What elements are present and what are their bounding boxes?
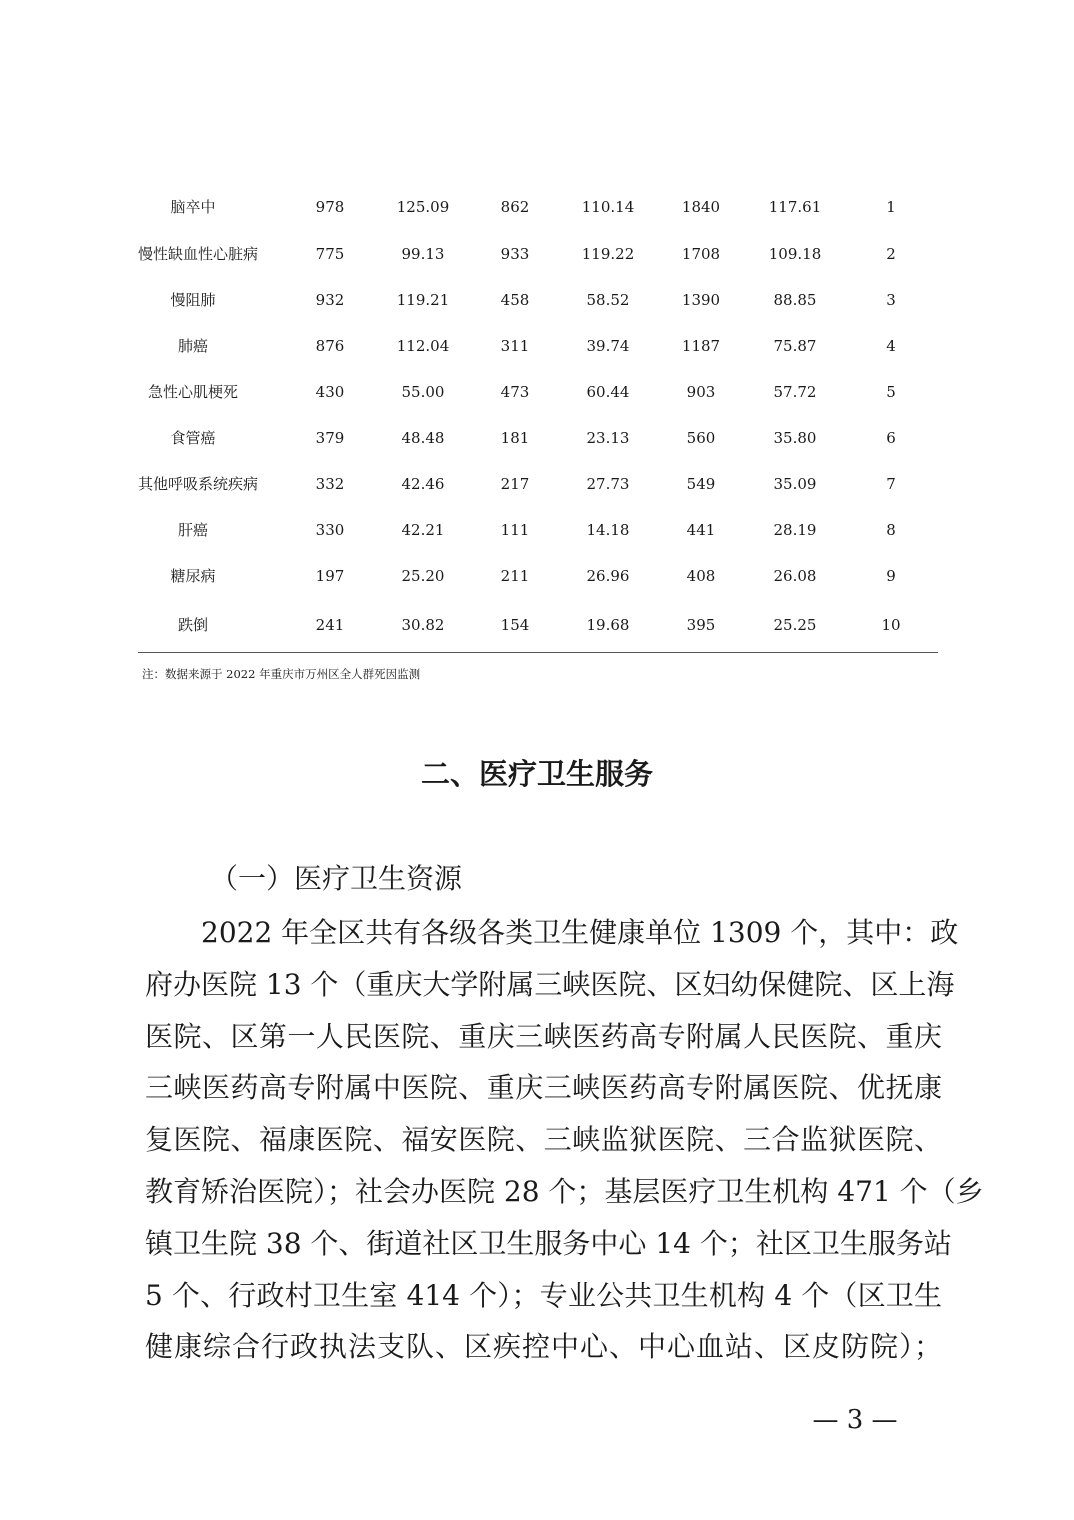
value-cell: 119.21 bbox=[396, 291, 450, 309]
rank-cell: 9 bbox=[886, 567, 896, 585]
value-cell: 1840 bbox=[681, 198, 721, 216]
value-cell: 23.13 bbox=[586, 429, 630, 447]
value-cell: 26.08 bbox=[773, 567, 817, 585]
value-cell: 211 bbox=[500, 567, 530, 585]
value-cell: 119.22 bbox=[581, 245, 635, 263]
value-cell: 775 bbox=[315, 245, 345, 263]
value-cell: 978 bbox=[315, 198, 345, 216]
value-cell: 27.73 bbox=[586, 475, 630, 493]
value-cell: 933 bbox=[500, 245, 530, 263]
value-cell: 549 bbox=[686, 475, 716, 493]
paragraph-line: 2022 年全区共有各级各类卫生健康单位 1309 个，其中：政 bbox=[201, 916, 959, 949]
value-cell: 14.18 bbox=[586, 521, 630, 539]
cause-cell: 肺癌 bbox=[177, 337, 208, 355]
rank-cell: 2 bbox=[886, 245, 896, 263]
value-cell: 903 bbox=[686, 383, 716, 401]
value-cell: 110.14 bbox=[581, 198, 635, 216]
value-cell: 430 bbox=[315, 383, 345, 401]
value-cell: 330 bbox=[315, 521, 345, 539]
value-cell: 932 bbox=[315, 291, 345, 309]
cause-cell: 脑卒中 bbox=[170, 198, 216, 216]
paragraph-line: 5 个、行政村卫生室 414 个）；专业公共卫生机构 4 个（区卫生 bbox=[145, 1278, 942, 1312]
value-cell: 311 bbox=[500, 337, 530, 355]
rank-cell: 3 bbox=[886, 291, 896, 309]
value-cell: 181 bbox=[500, 429, 530, 447]
cause-cell: 糖尿病 bbox=[170, 567, 216, 585]
value-cell: 395 bbox=[686, 616, 716, 634]
paragraph-line: 教育矫治医院）；社会办医院 28 个；基层医疗卫生机构 471 个（乡 bbox=[145, 1174, 984, 1208]
value-cell: 111 bbox=[500, 521, 530, 539]
paragraph-line: 三峡医药高专附属中医院、重庆三峡医药高专附属医院、优抚康 bbox=[145, 1071, 942, 1105]
value-cell: 35.80 bbox=[773, 429, 817, 447]
value-cell: 560 bbox=[686, 429, 716, 447]
rank-cell: 8 bbox=[886, 521, 896, 539]
value-cell: 332 bbox=[315, 475, 345, 493]
value-cell: 58.52 bbox=[586, 291, 630, 309]
value-cell: 88.85 bbox=[773, 291, 817, 309]
rank-cell: 10 bbox=[881, 616, 901, 634]
value-cell: 241 bbox=[315, 616, 345, 634]
rank-cell: 1 bbox=[886, 198, 896, 216]
value-cell: 19.68 bbox=[586, 616, 630, 634]
value-cell: 109.18 bbox=[768, 245, 822, 263]
value-cell: 112.04 bbox=[396, 337, 450, 355]
value-cell: 42.46 bbox=[401, 475, 445, 493]
value-cell: 25.20 bbox=[401, 567, 445, 585]
cause-cell: 食管癌 bbox=[170, 429, 216, 447]
table-row bbox=[138, 561, 938, 591]
paragraph-line: 健康综合行政执法支队、区疾控中心、中心血站、区皮防院）； bbox=[145, 1330, 942, 1364]
value-cell: 39.74 bbox=[586, 337, 630, 355]
table-row bbox=[138, 515, 938, 545]
value-cell: 876 bbox=[315, 337, 345, 355]
page-number: — 3 — bbox=[812, 1405, 898, 1435]
table-row bbox=[138, 285, 938, 315]
value-cell: 60.44 bbox=[586, 383, 630, 401]
value-cell: 473 bbox=[500, 383, 530, 401]
value-cell: 1187 bbox=[681, 337, 721, 355]
value-cell: 154 bbox=[500, 616, 530, 634]
value-cell: 441 bbox=[686, 521, 716, 539]
value-cell: 30.82 bbox=[401, 616, 445, 634]
cause-cell: 跌倒 bbox=[177, 616, 208, 634]
cause-cell: 慢阻肺 bbox=[170, 291, 216, 309]
table-row bbox=[138, 239, 938, 269]
cause-cell: 慢性缺血性心脏病 bbox=[138, 245, 259, 263]
value-cell: 1390 bbox=[681, 291, 721, 309]
rank-cell: 5 bbox=[886, 383, 896, 401]
table-row bbox=[138, 423, 938, 453]
value-cell: 55.00 bbox=[401, 383, 445, 401]
paragraph-line: 复医院、福康医院、福安医院、三峡监狱医院、三合监狱医院、 bbox=[145, 1123, 942, 1157]
section-title: 二、医疗卫生服务 bbox=[420, 757, 653, 791]
table-row bbox=[138, 192, 938, 222]
value-cell: 379 bbox=[315, 429, 345, 447]
value-cell: 26.96 bbox=[586, 567, 630, 585]
value-cell: 408 bbox=[686, 567, 716, 585]
value-cell: 48.48 bbox=[401, 429, 445, 447]
value-cell: 458 bbox=[500, 291, 530, 309]
rank-cell: 6 bbox=[886, 429, 896, 447]
cause-cell: 肝癌 bbox=[177, 521, 208, 539]
cause-cell: 其他呼吸系统疾病 bbox=[138, 475, 259, 493]
rank-cell: 4 bbox=[886, 337, 896, 355]
table-note: 注：数据来源于 2022 年重庆市万州区全人群死因监测 bbox=[142, 667, 421, 681]
value-cell: 75.87 bbox=[773, 337, 817, 355]
value-cell: 42.21 bbox=[401, 521, 445, 539]
value-cell: 117.61 bbox=[768, 198, 822, 216]
table-row bbox=[138, 610, 938, 640]
value-cell: 125.09 bbox=[396, 198, 450, 216]
value-cell: 99.13 bbox=[401, 245, 445, 263]
paragraph-line: 医院、区第一人民医院、重庆三峡医药高专附属人民医院、重庆 bbox=[145, 1019, 942, 1053]
value-cell: 862 bbox=[500, 198, 530, 216]
table-row bbox=[138, 377, 938, 407]
value-cell: 28.19 bbox=[773, 521, 817, 539]
table-bottom-rule bbox=[138, 652, 938, 653]
value-cell: 57.72 bbox=[773, 383, 817, 401]
value-cell: 35.09 bbox=[773, 475, 817, 493]
body-paragraph bbox=[145, 907, 984, 1373]
rank-cell: 7 bbox=[886, 475, 896, 493]
value-cell: 197 bbox=[315, 567, 345, 585]
cause-cell: 急性心肌梗死 bbox=[147, 383, 238, 401]
table-row bbox=[138, 469, 938, 499]
value-cell: 217 bbox=[500, 475, 530, 493]
paragraph-line: 府办医院 13 个（重庆大学附属三峡医院、区妇幼保健院、区上海 bbox=[145, 967, 955, 1001]
value-cell: 1708 bbox=[681, 245, 721, 263]
paragraph-line: 镇卫生院 38 个、街道社区卫生服务中心 14 个；社区卫生服务站 bbox=[145, 1226, 952, 1260]
subsection-title: （一）医疗卫生资源 bbox=[210, 862, 463, 895]
table-row bbox=[138, 331, 938, 361]
value-cell: 25.25 bbox=[773, 616, 817, 634]
